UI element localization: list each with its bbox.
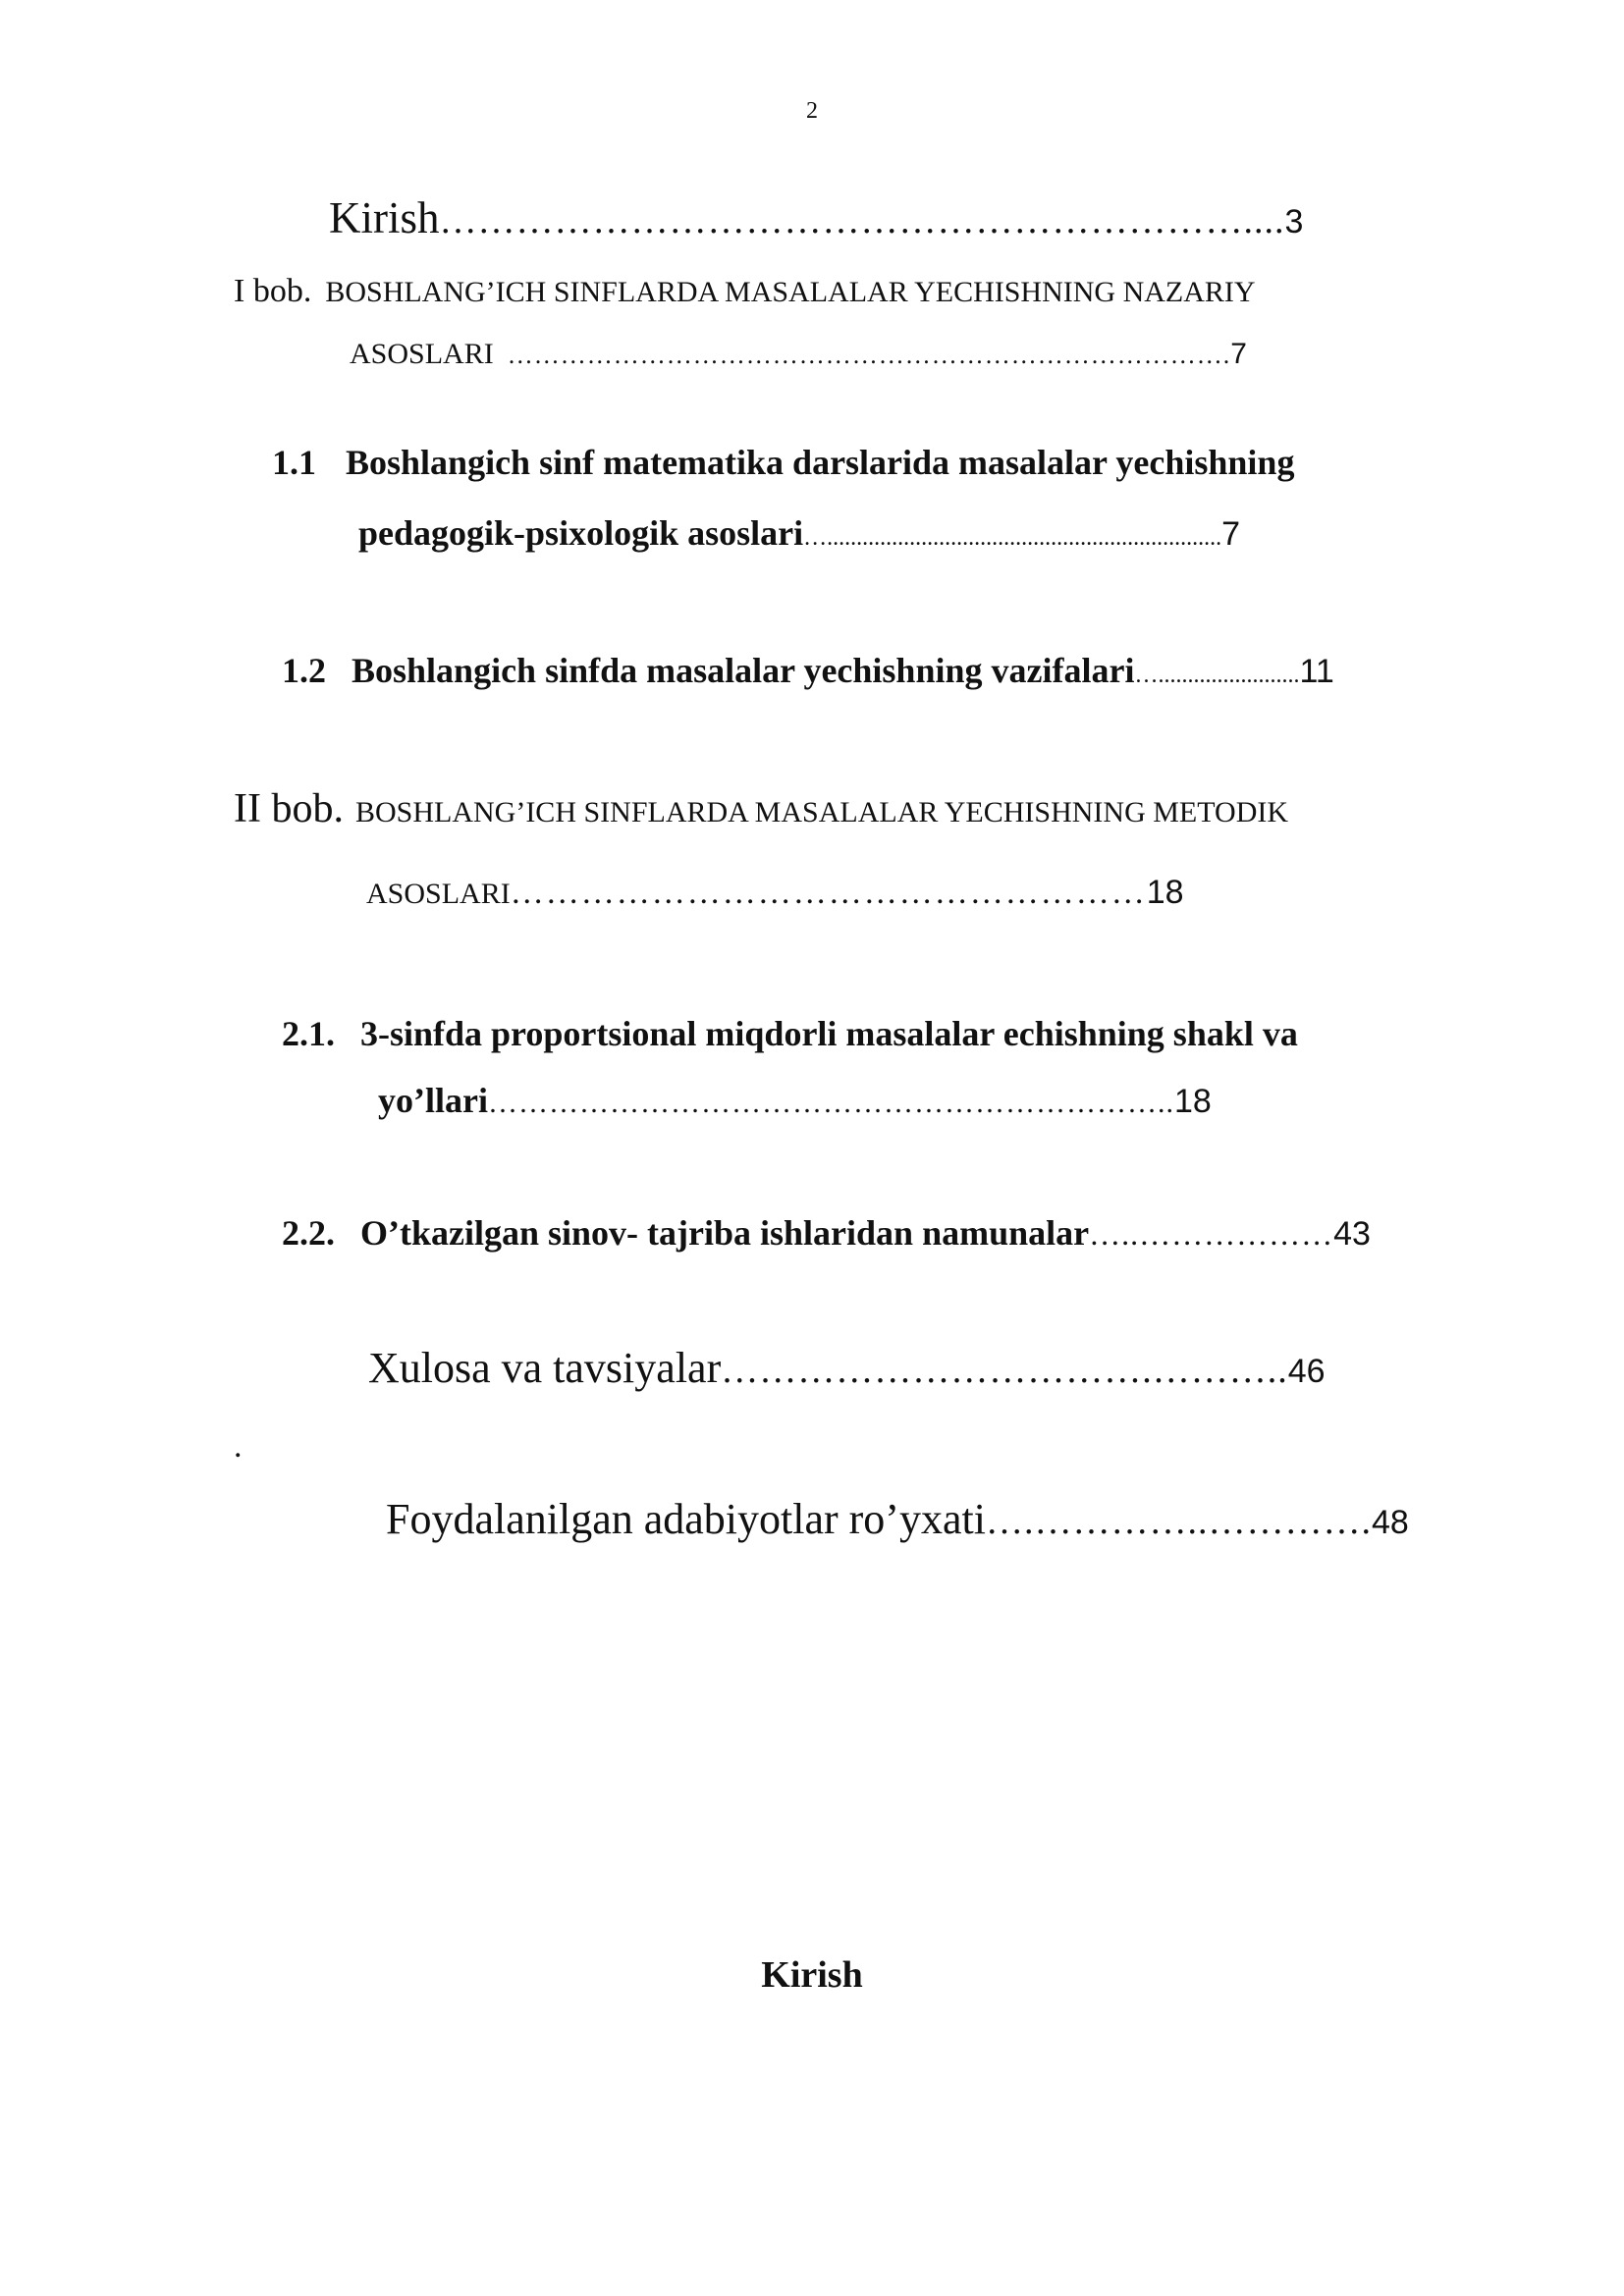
- toc-section-1-2: [282, 650, 1334, 691]
- toc-chapter-title: BOSHLANG’ICH SINFLARDA MASALALAR YECHISHNING NAZARIY: [325, 276, 1256, 308]
- stray-dot: .: [234, 1428, 243, 1465]
- toc-chapter-2-line1: [234, 785, 1288, 832]
- toc-page-number: 11: [1299, 653, 1334, 690]
- toc-page-number: 18: [1146, 874, 1184, 911]
- toc-entry-label: Xulosa va tavsiyalar: [368, 1344, 722, 1392]
- toc-leader-dots: ………………………………………………………....: [439, 200, 1285, 241]
- toc-leader-dots: …………………………….………..: [721, 1350, 1288, 1391]
- toc-chapter-1-line2: [350, 338, 1247, 371]
- toc-section-2-1-line2: [378, 1080, 1212, 1121]
- toc-leader-dots: ………………………………………………: [510, 875, 1147, 911]
- toc-section-2-1-line1: [282, 1013, 1298, 1054]
- toc-chapter-title-cont: ASOSLARI: [366, 878, 511, 910]
- toc-leader-dots: …..………………: [1089, 1216, 1334, 1252]
- toc-chapter-title-cont: ASOSLARI: [350, 338, 494, 370]
- toc-entry-label: Foydalanilgan adabiyotlar ro’yxati: [386, 1495, 986, 1543]
- toc-page-number: 43: [1333, 1215, 1371, 1253]
- toc-section-1-1-line2: [358, 512, 1240, 554]
- toc-leader-dots: ….…………..………….: [985, 1501, 1372, 1542]
- toc-chapter-prefix: II bob.: [234, 786, 344, 831]
- toc-section-title: Boshlangich sinf matematika darslarida masalalar yechishning: [346, 443, 1295, 482]
- toc-page-number: 7: [1221, 515, 1241, 553]
- toc-leader-dots: …………………………………………………………..: [487, 1087, 1174, 1119]
- toc-entry-references: [386, 1494, 1409, 1544]
- toc-section-2-2: [282, 1212, 1371, 1254]
- toc-leader-dots: …........................: [1134, 663, 1300, 688]
- toc-page-number: 18: [1173, 1083, 1212, 1120]
- toc-page-number: 3: [1284, 203, 1304, 240]
- toc-page-number: 46: [1287, 1353, 1326, 1390]
- toc-entry-label: Kirish: [329, 193, 440, 242]
- toc-section-number: 1.1: [272, 443, 316, 482]
- toc-chapter-title: BOSHLANG’ICH SINFLARDA MASALALAR YECHISHNING METODIK: [354, 796, 1289, 828]
- toc-entry-conclusion: [368, 1343, 1326, 1393]
- toc-entry-intro: [329, 192, 1303, 243]
- toc-leader-dots: ……………………………………………………………………….: [507, 341, 1231, 369]
- toc-section-1-1-line1: [272, 442, 1294, 483]
- page-number: 2: [806, 98, 818, 124]
- toc-section-title: Boshlangich sinfda masalalar yechishning vazifalari: [352, 651, 1135, 690]
- toc-section-number: 2.2.: [282, 1213, 335, 1253]
- section-title: Kirish: [761, 1954, 863, 1996]
- toc-leader-dots: …...................................................................: [803, 525, 1222, 551]
- toc-section-title-cont: yo’llari: [378, 1081, 488, 1120]
- toc-section-number: 1.2: [282, 651, 326, 690]
- toc-section-number: 2.1.: [282, 1014, 335, 1053]
- toc-chapter-prefix: I bob.: [234, 273, 312, 309]
- toc-section-title: 3-sinfda proportsional miqdorli masalalar echishning shakl va: [360, 1014, 1298, 1053]
- toc-page-number: 7: [1230, 338, 1247, 370]
- toc-chapter-1-line1: [234, 273, 1256, 310]
- toc-page-number: 48: [1371, 1504, 1409, 1541]
- toc-section-title-cont: pedagogik-psixologik asoslari: [358, 513, 804, 553]
- toc-chapter-2-line2: [366, 874, 1184, 912]
- toc-section-title: O’tkazilgan sinov- tajriba ishlaridan namunalar: [360, 1213, 1090, 1253]
